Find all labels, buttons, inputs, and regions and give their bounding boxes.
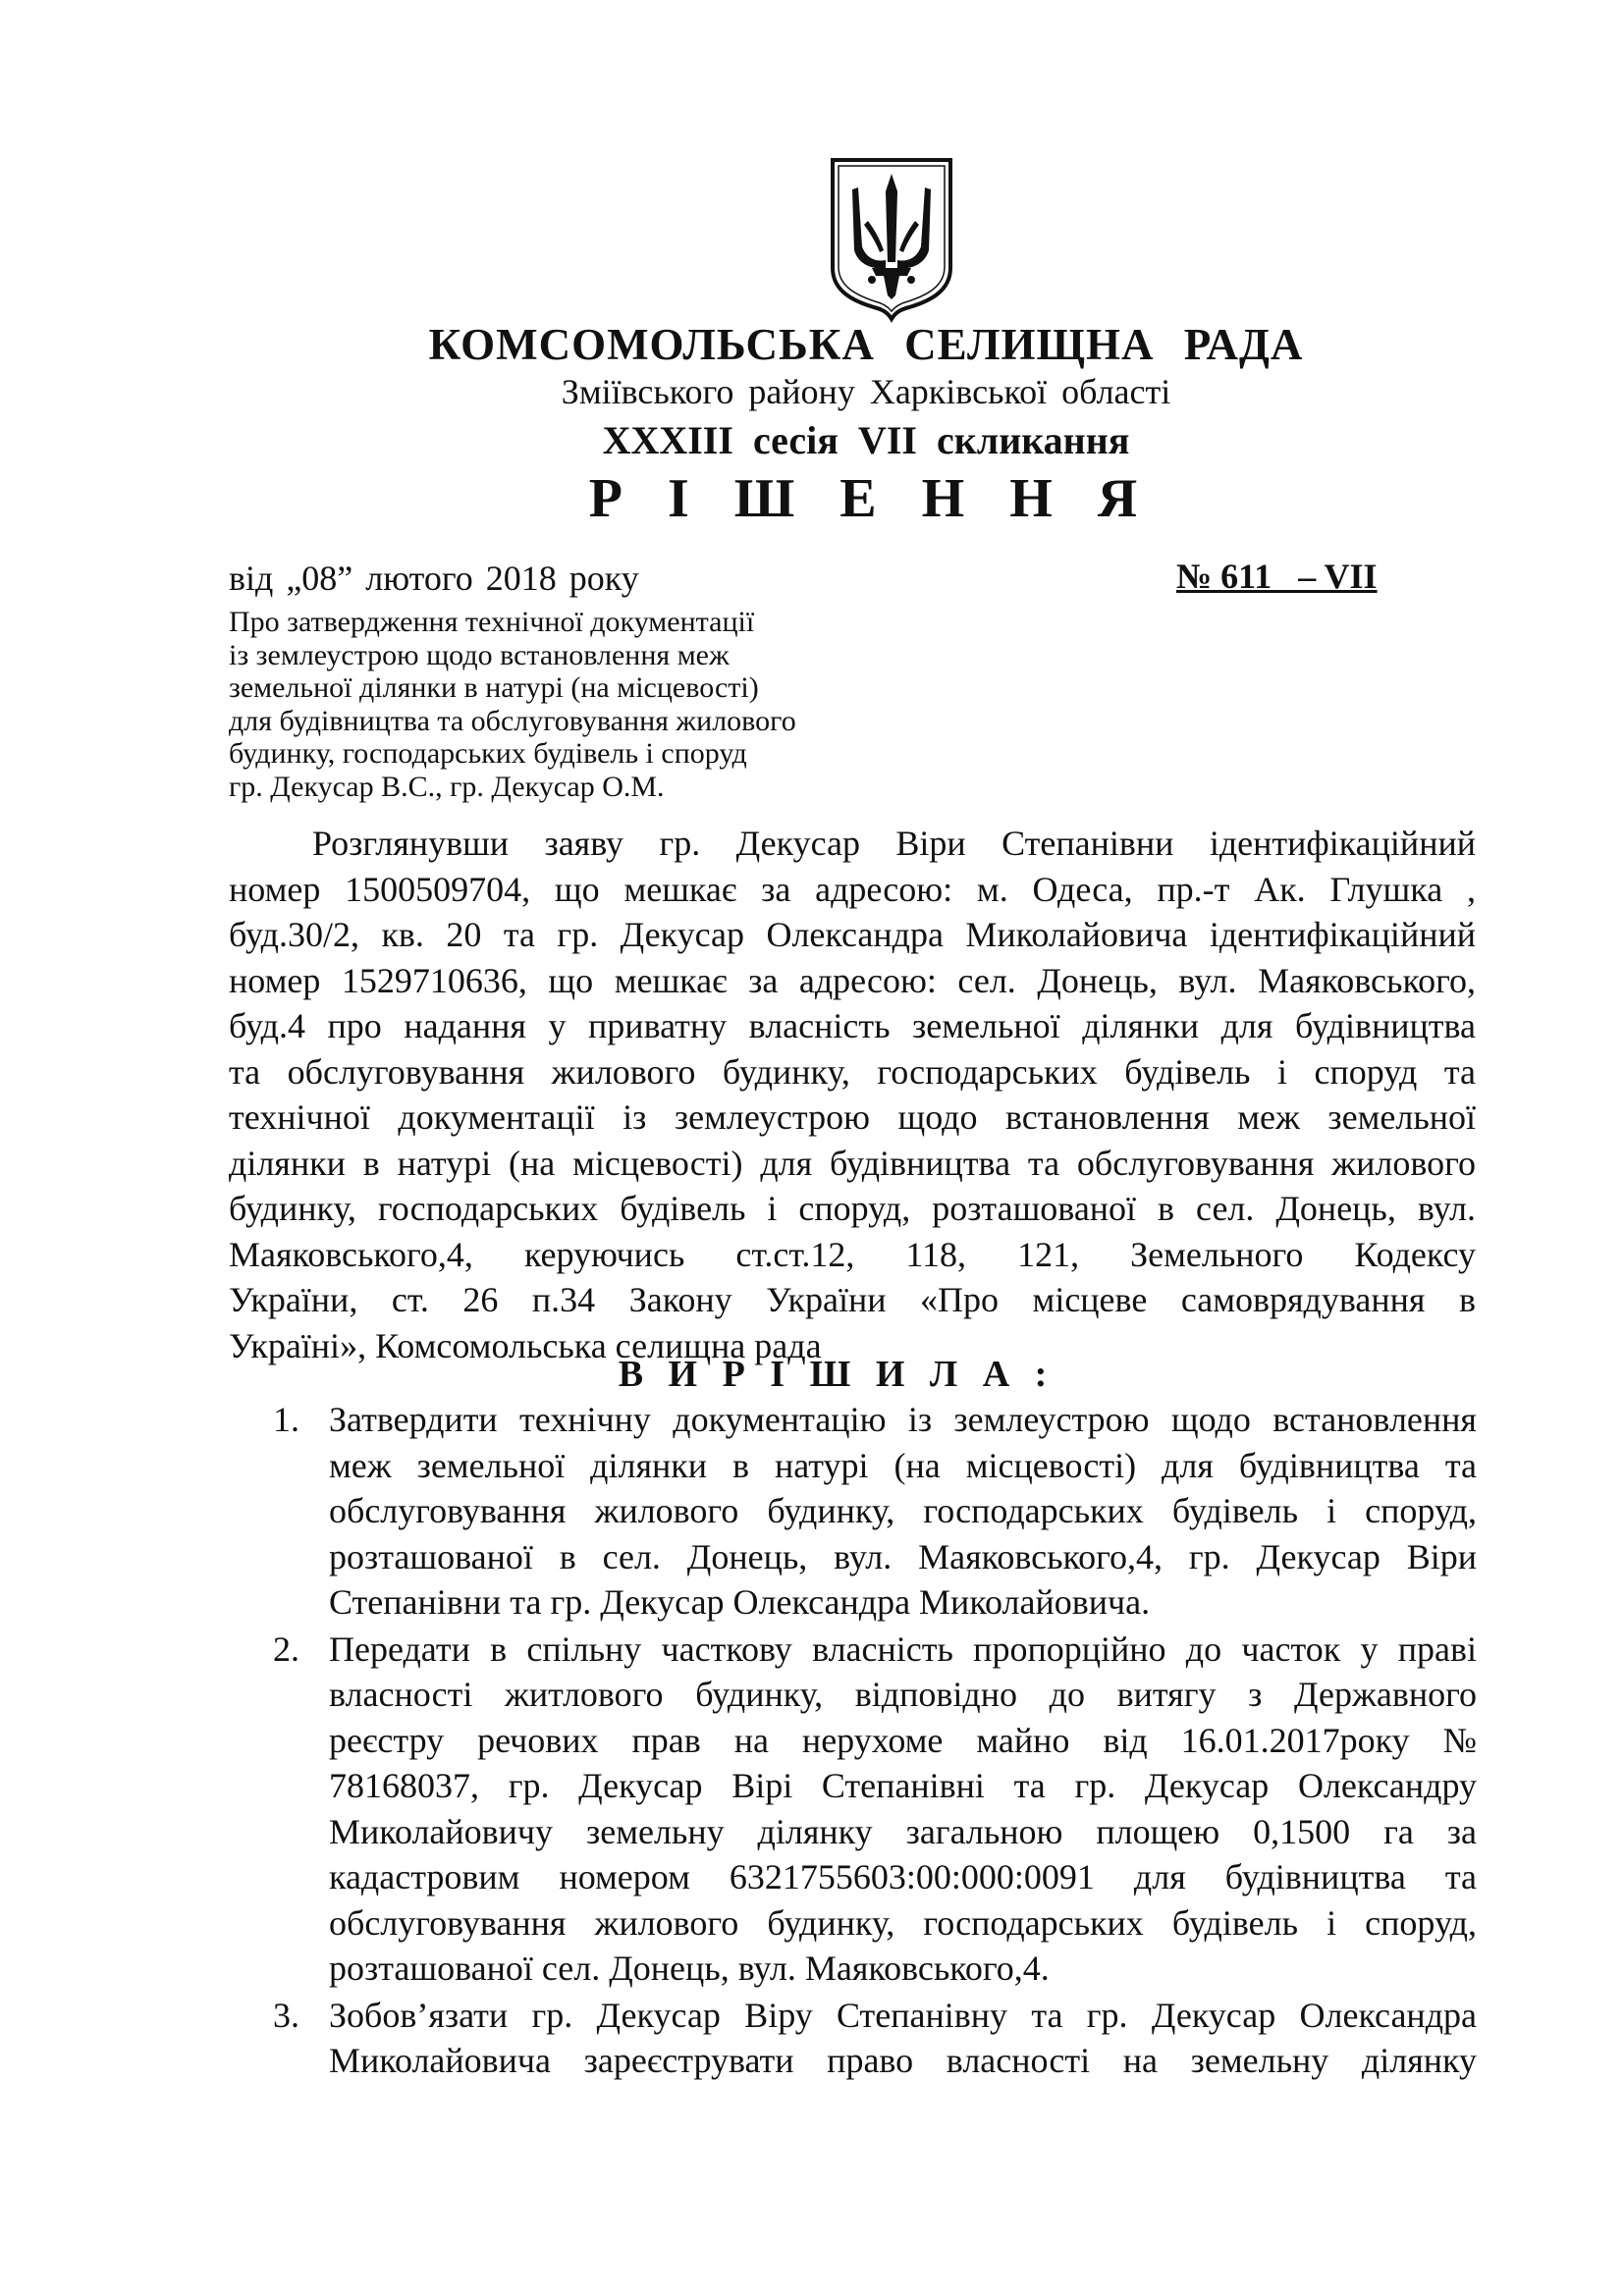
preamble-line: технічної документації із землеустрою щодо встановлення меж земельної — [229, 1097, 1476, 1137]
decision-item — [273, 1397, 1477, 1626]
subject-line: для будівництва та обслуговування жилового — [229, 704, 796, 737]
item-line: Передати в спільну часткову власність пропорційно до часток у праві — [329, 1629, 1477, 1669]
item-line: Зобов’язати гр. Декусар Віру Степанівну та гр. Декусар Олександра — [329, 1995, 1477, 2035]
item-line: меж земельної ділянки в натурі (на місцевості) для будівництва та — [329, 1445, 1477, 1485]
preamble-line: та обслуговування жилового будинку, господарських будівель і споруд та — [229, 1051, 1476, 1092]
item-number: 3. — [273, 1995, 299, 2035]
preamble-line: будинку, господарських будівель і споруд, розташованої в сел. Донець, вул. — [229, 1189, 1476, 1228]
item-line: Миколайовичу земельну ділянку загальною площею 0,1500 га за — [329, 1811, 1477, 1851]
subject-line: Про затвердження технічної документації — [229, 606, 755, 638]
document-title: Р І Ш Е Н Н Я — [588, 468, 1154, 529]
council-name: КОМСОМОЛЬСЬКА СЕЛИЩНА РАДА — [428, 320, 1304, 369]
preamble-line: України, ст. 26 п.34 Закону України «Про місцеве самоврядування в — [229, 1280, 1476, 1319]
preamble-line: Україні», Комсомольська селищна рада — [229, 1325, 822, 1365]
item-line: власності житлового будинку, відповідно до витягу з Державного — [329, 1675, 1477, 1714]
decision-date: від „08” лютого 2018 року — [229, 559, 639, 598]
trident-coat-of-arms-icon — [823, 152, 960, 324]
decision-items — [273, 1397, 1477, 2084]
preamble-line: номер 1500509704, що мешкає за адресою: м. Одеса, пр.-т Ак. Глушка , — [229, 869, 1476, 909]
preamble-line: Маяковського,4, керуючись ст.ст.12, 118, 121, Земельного Кодексу — [229, 1234, 1476, 1274]
item-line: Степанівни та гр. Декусар Олександра Миколайовича. — [329, 1582, 1151, 1622]
preamble-line: ділянки в натурі (на місцевості) для будівництва та обслуговування жилового — [229, 1143, 1476, 1183]
preamble-line: буд.4 про надання у приватну власність земельної ділянки для будівництва — [229, 1006, 1476, 1045]
item-line: обслуговування жилового будинку, господарських будівель і споруд, — [329, 1491, 1477, 1530]
subject-line: із землеустрою щодо встановлення меж — [229, 638, 730, 671]
item-number: 2. — [273, 1629, 299, 1669]
subject-line: будинку, господарських будівель і споруд — [229, 737, 747, 771]
item-line: Затвердити технічну документацію із землеустрою щодо встановлення — [329, 1400, 1477, 1439]
preamble-line: Розглянувши заяву гр. Декусар Віри Степанівни ідентифікаційний — [312, 824, 1476, 863]
item-line: кадастровим номером 6321755603:00:000:0091 для будівництва та — [329, 1857, 1477, 1896]
resolved-heading: В И Р І Ш И Л А : — [618, 1354, 1056, 1395]
item-number: 1. — [273, 1400, 299, 1439]
decision-subject — [229, 606, 936, 804]
session-info: XXXIII сесія VII скликання — [602, 418, 1130, 462]
subject-line: земельної ділянки в натурі (на місцевості) — [229, 671, 759, 705]
item-line: розташованої сел. Донець, вул. Маяковського,4. — [329, 1949, 1050, 1988]
preamble-paragraph — [229, 821, 1476, 1368]
preamble-line: номер 1529710636, що мешкає за адресою: сел. Донець, вул. Маяковського, — [229, 960, 1476, 1000]
decision-number: № 611 – VII — [1176, 557, 1378, 596]
item-line: реєстру речових прав на нерухоме майно від 16.01.2017року № — [329, 1720, 1477, 1760]
item-line: розташованої в сел. Донець, вул. Маяковського,4, гр. Декусар Віри — [329, 1536, 1477, 1576]
preamble-line: буд.30/2, кв. 20 та гр. Декусар Олександра Миколайовича ідентифікаційний — [229, 915, 1476, 954]
item-line: Миколайовича зареєструвати право власності на земельну ділянку — [329, 2041, 1477, 2080]
item-line: 78168037, гр. Декусар Вірі Степанівні та гр. Декусар Олександру — [329, 1766, 1477, 1805]
item-line: обслуговування жилового будинку, господарських будівель і споруд, — [329, 1902, 1477, 1943]
district-name: Зміївського району Харківської області — [561, 372, 1171, 411]
decision-item — [273, 1993, 1477, 2084]
decision-item — [273, 1627, 1477, 1992]
subject-line: гр. Декусар В.С., гр. Декусар О.М. — [229, 770, 665, 803]
